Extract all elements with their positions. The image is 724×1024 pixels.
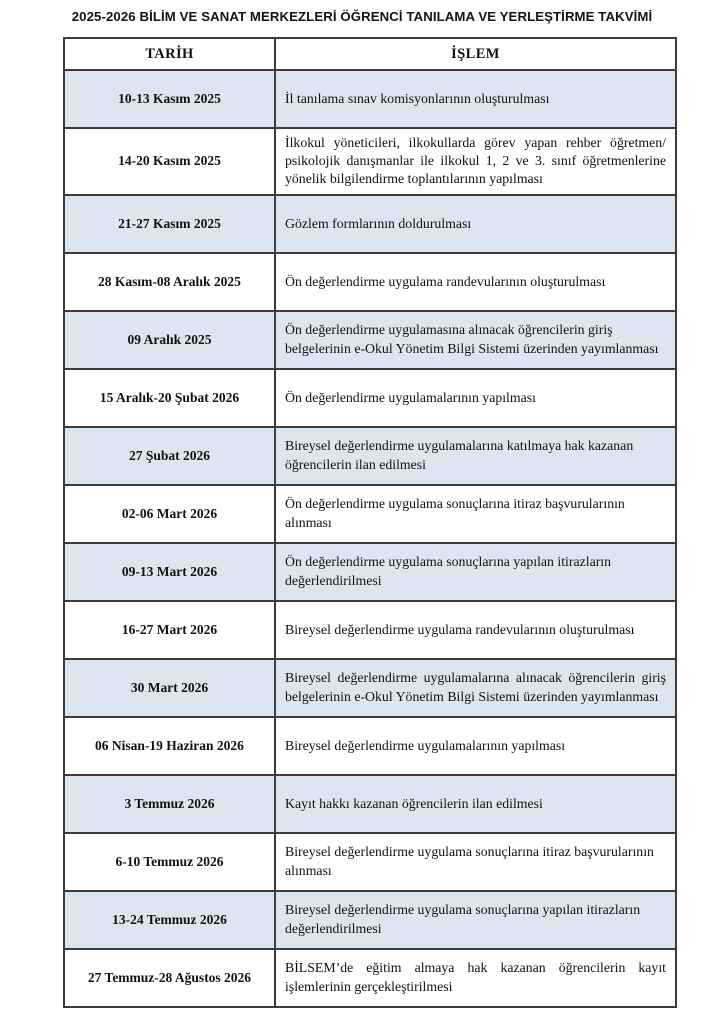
- table-row: [64, 543, 676, 601]
- table-row: [64, 601, 676, 659]
- process-cell: İl tanılama sınav komisyonlarının oluşturulması: [275, 70, 676, 128]
- process-cell: Ön değerlendirme uygulama randevularının oluşturulması: [275, 253, 676, 311]
- table-row: [64, 128, 676, 195]
- header-row: [64, 38, 676, 70]
- date-cell: 6-10 Temmuz 2026: [64, 833, 275, 891]
- table-row: [64, 485, 676, 543]
- process-cell: Bireysel değerlendirme uygulama randevularının oluşturulması: [275, 601, 676, 659]
- process-cell: BİLSEM’de eğitim almaya hak kazanan öğrencilerin kayıt işlemlerinin gerçekleştirilmesi: [275, 949, 676, 1007]
- table-row: [64, 427, 676, 485]
- header-date-column: TARİH: [64, 38, 275, 70]
- table-row: [64, 253, 676, 311]
- header-process-column: İŞLEM: [275, 38, 676, 70]
- table-row: [64, 70, 676, 128]
- process-cell: Bireysel değerlendirme uygulamalarının yapılması: [275, 717, 676, 775]
- process-cell: Ön değerlendirme uygulama sonuçlarına yapılan itirazların değerlendirilmesi: [275, 543, 676, 601]
- table-row: [64, 833, 676, 891]
- date-cell: 09 Aralık 2025: [64, 311, 275, 369]
- date-cell: 21-27 Kasım 2025: [64, 195, 275, 253]
- date-cell: 28 Kasım-08 Aralık 2025: [64, 253, 275, 311]
- table-row: [64, 311, 676, 369]
- table-body: [64, 70, 676, 1007]
- date-cell: 13-24 Temmuz 2026: [64, 891, 275, 949]
- table-row: [64, 659, 676, 717]
- table-row: [64, 369, 676, 427]
- process-cell: Bireysel değerlendirme uygulama sonuçlarına yapılan itirazların değerlendirilmesi: [275, 891, 676, 949]
- date-cell: 27 Şubat 2026: [64, 427, 275, 485]
- process-cell: Bireysel değerlendirme uygulama sonuçlarına itiraz başvurularının alınması: [275, 833, 676, 891]
- date-cell: 06 Nisan-19 Haziran 2026: [64, 717, 275, 775]
- process-cell: İlkokul yöneticileri, ilkokullarda görev yapan rehber öğretmen/ psikolojik danışmanlar ile ilkokul 1, 2 ve 3. sınıf öğretmenlerine yönelik bilgilendirme toplantılarının yapılması: [275, 128, 676, 195]
- process-cell: Bireysel değerlendirme uygulamalarına katılmaya hak kazanan öğrencilerin ilan edilmesi: [275, 427, 676, 485]
- table-row: [64, 195, 676, 253]
- date-cell: 3 Temmuz 2026: [64, 775, 275, 833]
- date-cell: 10-13 Kasım 2025: [64, 70, 275, 128]
- table-row: [64, 891, 676, 949]
- date-cell: 14-20 Kasım 2025: [64, 128, 275, 195]
- table-header: [64, 38, 676, 70]
- process-cell: Ön değerlendirme uygulamasına alınacak öğrencilerin giriş belgelerinin e-Okul Yönetim Bilgi Sistemi üzerinden yayımlanması: [275, 311, 676, 369]
- date-cell: 15 Aralık-20 Şubat 2026: [64, 369, 275, 427]
- date-cell: 09-13 Mart 2026: [64, 543, 275, 601]
- date-cell: 02-06 Mart 2026: [64, 485, 275, 543]
- table-row: [64, 775, 676, 833]
- document-title: 2025-2026 BİLİM VE SANAT MERKEZLERİ ÖĞRENCİ TANILAMA VE YERLEŞTİRME TAKVİMİ: [71, 9, 653, 24]
- calendar-table: [63, 37, 677, 1008]
- process-cell: Ön değerlendirme uygulama sonuçlarına itiraz başvurularının alınması: [275, 485, 676, 543]
- process-cell: Gözlem formlarının doldurulması: [275, 195, 676, 253]
- process-cell: Ön değerlendirme uygulamalarının yapılması: [275, 369, 676, 427]
- process-cell: Kayıt hakkı kazanan öğrencilerin ilan edilmesi: [275, 775, 676, 833]
- date-cell: 30 Mart 2026: [64, 659, 275, 717]
- date-cell: 27 Temmuz-28 Ağustos 2026: [64, 949, 275, 1007]
- date-cell: 16-27 Mart 2026: [64, 601, 275, 659]
- table-row: [64, 949, 676, 1007]
- table-row: [64, 717, 676, 775]
- process-cell: Bireysel değerlendirme uygulamalarına alınacak öğrencilerin giriş belgelerinin e-Okul Yönetim Bilgi Sistemi üzerinden yayımlanması: [275, 659, 676, 717]
